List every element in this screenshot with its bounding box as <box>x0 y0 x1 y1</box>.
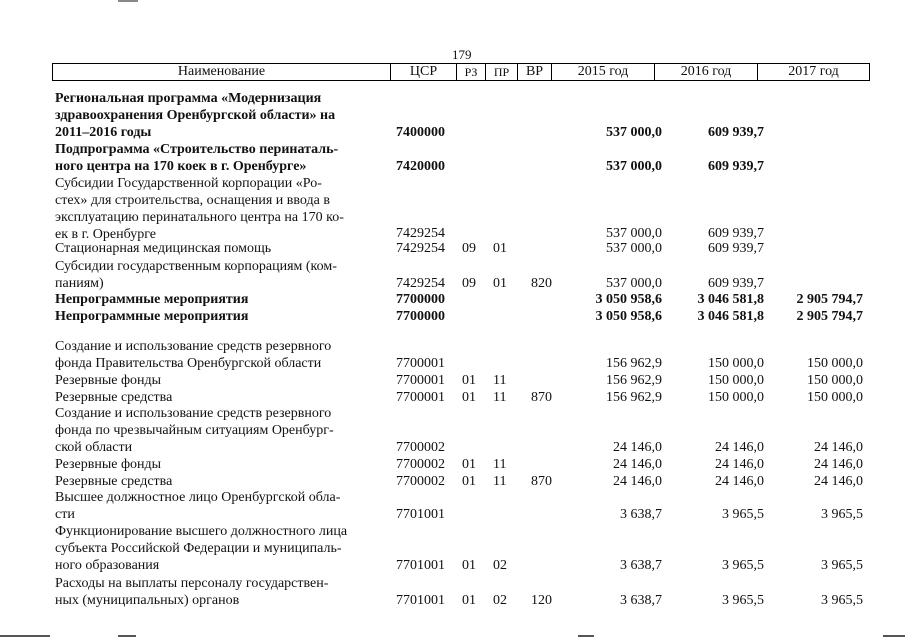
header-csr: ЦСР <box>390 64 456 80</box>
row-name <box>55 473 373 490</box>
scan-edge <box>883 635 905 637</box>
row-2015: 537 000,0 <box>606 226 662 242</box>
header-2015: 2015 год <box>551 64 654 80</box>
row-rz: 01 <box>462 457 476 472</box>
row-name-line: паниям) <box>55 276 104 291</box>
row-name-line: ного образования <box>55 558 160 573</box>
row-csr: 7700000 <box>396 309 445 324</box>
row-csr: 7700001 <box>396 355 445 371</box>
row-2016: 609 939,7 <box>708 124 764 140</box>
row-rz: 09 <box>462 241 476 256</box>
row-name-line: Расходы на выплаты персоналу государствен- <box>55 576 329 591</box>
row-name-line: Непрограммные мероприятия <box>55 309 249 324</box>
row-csr: 7420000 <box>396 158 445 174</box>
table-header <box>52 63 870 81</box>
row-name <box>55 389 373 406</box>
row-name-line: Резервные фонды <box>55 457 162 472</box>
row-2015: 156 962,9 <box>606 373 662 388</box>
row-name-line: ного центра на 170 коек в г. Оренбурге» <box>55 159 307 174</box>
row-2015: 24 146,0 <box>613 439 662 455</box>
row-rz: 01 <box>462 557 476 573</box>
row-2016: 609 939,7 <box>708 158 764 174</box>
row-csr: 7701001 <box>396 506 445 522</box>
row-csr: 7700001 <box>396 373 445 388</box>
row-name-line: Резервные средства <box>55 390 173 405</box>
row-2016: 24 146,0 <box>715 439 764 455</box>
row-2016: 3 965,5 <box>722 592 764 608</box>
row-2015: 156 962,9 <box>606 355 662 371</box>
row-name <box>55 141 373 175</box>
row-name-line: Непрограммные мероприятия <box>55 292 249 307</box>
row-2015: 537 000,0 <box>606 158 662 174</box>
row-2017: 3 965,5 <box>821 592 863 608</box>
row-csr: 7429254 <box>396 226 445 242</box>
row-name-line: Функционирование высшего должностного лица <box>55 524 348 539</box>
row-2016: 150 000,0 <box>708 373 764 388</box>
row-name <box>55 308 373 325</box>
row-name <box>55 240 373 257</box>
row-name <box>55 489 373 523</box>
row-name <box>55 175 373 243</box>
row-2016: 24 146,0 <box>715 457 764 472</box>
row-name-line: ской области <box>55 440 133 455</box>
row-name <box>55 258 373 292</box>
page-number: 179 <box>452 47 472 62</box>
row-rz: 01 <box>462 373 476 388</box>
row-rz: 09 <box>462 275 476 291</box>
row-2015: 156 962,9 <box>606 390 662 405</box>
row-2015: 537 000,0 <box>606 124 662 140</box>
row-name <box>55 291 373 308</box>
row-name-line: Резервные средства <box>55 474 173 489</box>
header-2017: 2017 год <box>757 64 869 80</box>
row-rz: 01 <box>462 390 476 405</box>
row-csr: 7700002 <box>396 439 445 455</box>
row-name-line: эксплуатацию перинатального центра на 170 ко- <box>55 210 344 225</box>
row-name-line: сти <box>55 507 75 522</box>
row-2015: 24 146,0 <box>613 474 662 489</box>
row-vr: 870 <box>531 474 552 489</box>
row-2017: 150 000,0 <box>807 355 863 371</box>
row-csr: 7700002 <box>396 474 445 489</box>
row-csr: 7429254 <box>396 275 445 291</box>
row-2017: 150 000,0 <box>807 390 863 405</box>
row-name-line: Создание и использование средств резервного <box>55 339 332 354</box>
row-name-line: субъекта Российской Федерации и муниципаль- <box>55 541 342 556</box>
row-2017: 3 965,5 <box>821 557 863 573</box>
row-csr: 7429254 <box>396 241 445 256</box>
row-2017: 3 965,5 <box>821 506 863 522</box>
row-2015: 537 000,0 <box>606 241 662 256</box>
row-2017: 2 905 794,7 <box>796 309 863 324</box>
scan-mark <box>118 0 138 2</box>
row-2016: 3 965,5 <box>722 557 764 573</box>
row-name-line: Региональная программа «Модернизация <box>55 91 322 106</box>
header-rz: РЗ <box>456 64 485 80</box>
row-2015: 3 638,7 <box>620 506 662 522</box>
row-2016: 609 939,7 <box>708 275 764 291</box>
row-2015: 3 638,7 <box>620 557 662 573</box>
row-vr: 820 <box>531 275 552 291</box>
row-name <box>55 575 373 609</box>
row-2016: 3 965,5 <box>722 506 764 522</box>
row-name-line: фонда по чрезвычайным ситуациям Оренбург- <box>55 423 334 438</box>
row-2016: 150 000,0 <box>708 390 764 405</box>
row-pr: 11 <box>493 457 507 472</box>
row-2015: 3 050 958,6 <box>595 309 662 324</box>
row-2015: 24 146,0 <box>613 457 662 472</box>
row-name-line: Стационарная медицинская помощь <box>55 241 272 256</box>
row-name-line: ных (муниципальных) органов <box>55 593 240 608</box>
row-2015: 537 000,0 <box>606 275 662 291</box>
row-2015: 3 050 958,6 <box>595 292 662 307</box>
row-2017: 24 146,0 <box>814 457 863 472</box>
row-vr: 870 <box>531 390 552 405</box>
row-2017: 24 146,0 <box>814 474 863 489</box>
row-csr: 7700002 <box>396 457 445 472</box>
header-pr: ПР <box>485 64 517 80</box>
row-name-line: здравоохранения Оренбургской области» на <box>55 108 336 123</box>
header-vr: ВР <box>517 64 551 80</box>
row-name <box>55 456 373 473</box>
row-csr: 7700000 <box>396 292 445 307</box>
row-name-line: ек в г. Оренбурге <box>55 227 156 242</box>
row-2015: 3 638,7 <box>620 592 662 608</box>
row-name <box>55 523 373 574</box>
row-rz: 01 <box>462 592 476 608</box>
row-pr: 11 <box>493 390 507 405</box>
row-name-line: стех» для строительства, оснащения и ввода в <box>55 193 330 208</box>
row-pr: 11 <box>493 373 507 388</box>
row-vr: 120 <box>531 592 552 608</box>
header-name: Наименование <box>177 64 266 79</box>
row-pr: 02 <box>493 592 507 608</box>
row-pr: 01 <box>493 241 507 256</box>
row-name <box>55 405 373 456</box>
row-pr: 02 <box>493 557 507 573</box>
row-2016: 609 939,7 <box>708 226 764 242</box>
row-csr: 7701001 <box>396 557 445 573</box>
row-name <box>55 372 373 389</box>
row-name <box>55 90 373 141</box>
row-name-line: 2011–2016 годы <box>55 125 152 140</box>
row-name-line: Создание и использование средств резервного <box>55 406 332 421</box>
scan-edge <box>0 635 50 637</box>
row-name-line: Высшее должностное лицо Оренбургской обла- <box>55 490 341 505</box>
row-name-line: Субсидии Государственной корпорации «Ро- <box>55 176 322 191</box>
row-2017: 150 000,0 <box>807 373 863 388</box>
row-name-line: Резервные фонды <box>55 373 162 388</box>
row-pr: 11 <box>493 474 507 489</box>
row-2016: 3 046 581,8 <box>697 309 764 324</box>
row-csr: 7701001 <box>396 592 445 608</box>
row-csr: 7400000 <box>396 124 445 140</box>
row-2017: 24 146,0 <box>814 439 863 455</box>
row-name-line: фонда Правительства Оренбургской области <box>55 356 322 371</box>
row-2016: 24 146,0 <box>715 474 764 489</box>
row-2016: 609 939,7 <box>708 241 764 256</box>
row-rz: 01 <box>462 474 476 489</box>
header-2016: 2016 год <box>654 64 757 80</box>
scan-edge <box>118 635 136 637</box>
row-2016: 150 000,0 <box>708 355 764 371</box>
row-name-line: Подпрограмма «Строительство перинаталь- <box>55 142 339 157</box>
row-pr: 01 <box>493 275 507 291</box>
row-2017: 2 905 794,7 <box>796 292 863 307</box>
row-name-line: Субсидии государственным корпорациям (ком- <box>55 259 337 274</box>
row-csr: 7700001 <box>396 390 445 405</box>
row-name <box>55 338 373 372</box>
row-2016: 3 046 581,8 <box>697 292 764 307</box>
scan-edge <box>578 635 594 637</box>
